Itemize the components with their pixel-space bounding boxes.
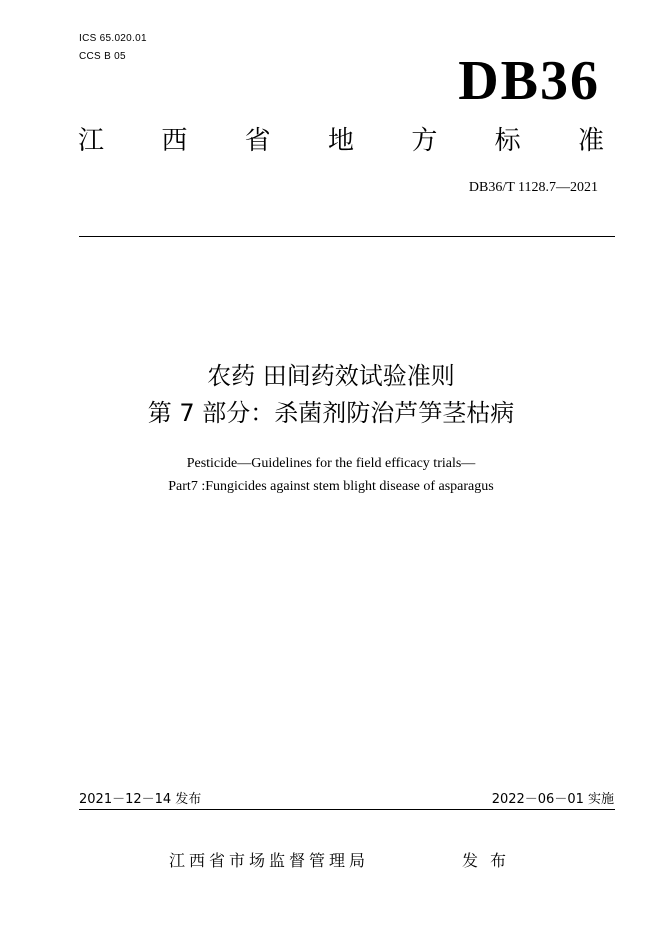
header-divider [79, 236, 615, 237]
standard-type-char: 地 [327, 126, 354, 156]
standard-type-char: 标 [494, 126, 521, 156]
chinese-title-line-1: 农药 田间药效试验准则 [207, 362, 455, 390]
document-number: DB36/T 1128.7—2021 [468, 180, 598, 195]
publish-label: 发布 [462, 851, 519, 870]
publisher-name: 江西省市场监督管理局 [169, 851, 370, 870]
chinese-title-line-2: 第 7 部分：杀菌剂防治芦笋茎枯病 [147, 399, 515, 427]
standard-type-char: 准 [577, 126, 604, 156]
standard-logo: DB36 [458, 50, 600, 112]
english-title-line-1: Pesticide—Guidelines for the field efficacy trials— [186, 456, 476, 471]
standard-type-char: 省 [244, 126, 271, 156]
standard-type-char: 方 [411, 126, 438, 156]
issue-date: 2021－12－14 发布 [79, 792, 202, 807]
standard-type-char: 西 [161, 126, 188, 156]
footer-divider [79, 809, 615, 810]
standard-type-heading [78, 128, 604, 154]
english-title-line-2: Part7 :Fungicides against stem blight disease of asparagus [168, 479, 494, 494]
effective-date: 2022－06－01 实施 [491, 792, 614, 807]
ics-code: ICS 65.020.01 [79, 33, 147, 44]
standard-type-char: 江 [78, 126, 105, 156]
ccs-code: CCS B 05 [79, 51, 126, 62]
